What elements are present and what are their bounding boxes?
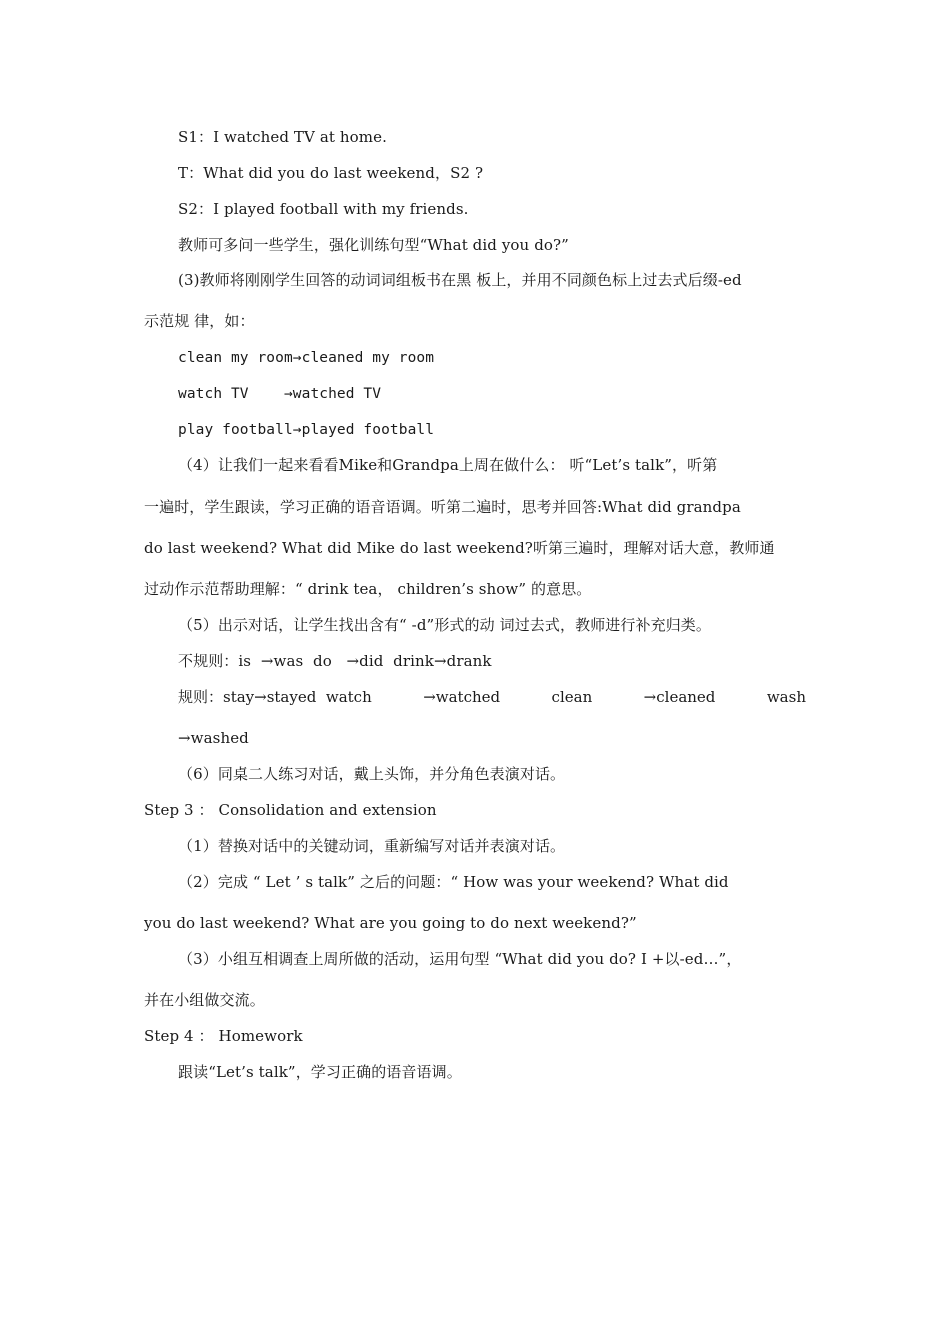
verb-example-clean: clean my room→cleaned my room: [178, 350, 435, 366]
step-3-heading: Step 3 ： Consolidation and extension: [144, 801, 437, 819]
irregular-verbs-line: 不规则：is →was do →did drink→drank: [178, 652, 492, 670]
dialogue-line-teacher: T：What did you do last weekend，S2 ?: [178, 164, 484, 182]
regular-verbs-part-1: 规则：stay→stayed watch: [178, 688, 372, 706]
step-6-paragraph: （6）同桌二人练习对话，戴上头饰，并分角色表演对话。: [178, 765, 566, 783]
consolidation-item-2-line-1: （2）完成 “ Let ’ s talk” 之后的问题：“ How was your weekend? What did: [178, 873, 729, 891]
consolidation-item-3-line-1: （3）小组互相调查上周所做的活动，运用句型 “What did you do? I +以-ed…”，: [178, 950, 742, 968]
step-4-heading: Step 4 ： Homework: [144, 1027, 303, 1045]
dialogue-line-s1: S1：I watched TV at home.: [178, 128, 387, 146]
regular-verbs-part-3: clean: [551, 688, 593, 706]
step-5-paragraph: （5）出示对话，让学生找出含有“ -d”形式的动 词过去式，教师进行补充归类。: [178, 616, 711, 634]
step-4-paragraph-line-1: （4）让我们一起来看看Mike和Grandpa上周在做什么： 听“Let’s talk”，听第: [178, 456, 718, 474]
teacher-note: 教师可多问一些学生，强化训练句型“What did you do?”: [178, 236, 569, 254]
regular-verbs-part-2: →watched: [423, 688, 501, 706]
regular-verbs-part-4: →cleaned: [643, 688, 716, 706]
consolidation-item-1: （1）替换对话中的关键动词，重新编写对话并表演对话。: [178, 837, 566, 855]
dialogue-line-s2: S2：I played football with my friends.: [178, 200, 469, 218]
consolidation-item-3-line-2: 并在小组做交流。: [144, 991, 265, 1009]
regular-verbs-continuation: →washed: [178, 729, 249, 747]
homework-text: 跟读“Let’s talk”，学习正确的语音语调。: [178, 1063, 462, 1081]
step-4-paragraph-line-4: 过动作示范帮助理解：“ drink tea， children’s show” 的意思。: [144, 580, 592, 598]
step-3-paragraph-line-2: 示范规 律，如：: [144, 312, 255, 330]
regular-verbs-part-5: wash: [766, 688, 806, 706]
step-4-paragraph-line-2: 一遍时，学生跟读，学习正确的语音语调。听第二遍时，思考并回答:What did grandpa: [144, 498, 741, 516]
step-3-paragraph-line-1: (3)教师将刚刚学生回答的动词词组板书在黑 板上，并用不同颜色标上过去式后缀-ed: [178, 271, 742, 289]
regular-verbs-line: [178, 687, 806, 707]
verb-example-watch: watch TV →watched TV: [178, 386, 382, 402]
consolidation-item-2-line-2: you do last weekend? What are you going to do next weekend?”: [144, 914, 637, 932]
step-4-paragraph-line-3: do last weekend? What did Mike do last weekend?听第三遍时，理解对话大意，教师通: [144, 539, 775, 557]
verb-example-play: play football→played football: [178, 422, 435, 438]
